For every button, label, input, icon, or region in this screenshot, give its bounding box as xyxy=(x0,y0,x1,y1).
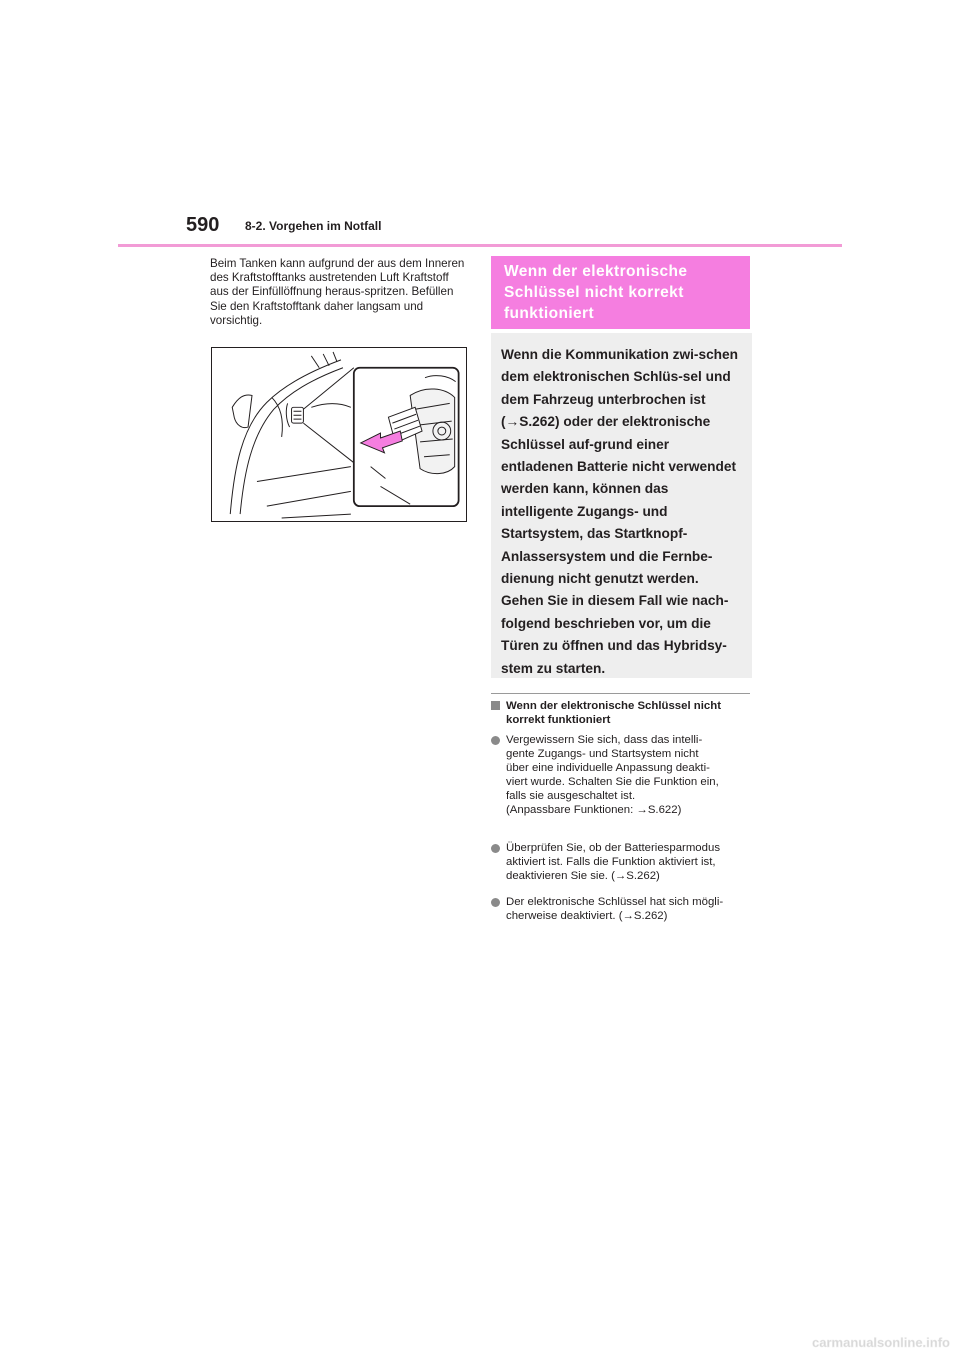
callout-body-box xyxy=(491,333,752,678)
note-bullet-2 xyxy=(491,841,753,883)
page-number: 590 xyxy=(186,214,220,236)
watermark-logo xyxy=(792,1330,952,1354)
note-bullet-text: Der elektronische Schlüssel hat sich mögli- cherweise deaktiviert. (→S.262) xyxy=(506,896,724,923)
fuel-filler-illustration xyxy=(211,347,467,522)
note-bullet-text: Vergewissern Sie sich, dass das intelli- gente Zugangs- und Startsystem nicht über eine individuelle Anpassung deakti- viert wurde. Schalten Sie die Funktion ein, falls sie ausgeschaltet ist. (Anpassbare Funktionen: →S.622) xyxy=(506,734,719,817)
circle-bullet-icon xyxy=(491,844,500,853)
note-bullet-3 xyxy=(491,895,753,923)
section-title: 8-2. Vorgehen im Notfall xyxy=(245,219,382,233)
circle-bullet-icon xyxy=(491,898,500,907)
callout-title: Wenn der elektronische Schlüssel nicht korrekt funktioniert xyxy=(504,263,688,322)
notes-heading-text: Wenn der elektronische Schlüssel nicht korrekt funktioniert xyxy=(506,700,722,726)
callout-title-box xyxy=(491,256,750,329)
svg-text:carmanualsonline.info: carmanualsonline.info xyxy=(812,1335,950,1350)
header-rule xyxy=(118,244,842,247)
fuel-filler-drawing xyxy=(212,348,466,521)
circle-bullet-icon xyxy=(491,736,500,745)
square-bullet-icon xyxy=(491,701,500,710)
callout-body: Wenn die Kommunikation zwi-schen dem elektronischen Schlüs-sel und dem Fahrzeug unterbrochen ist (→S.262) oder der elektronische Schlüssel auf-grund einer entladenen Batterie nicht verwendet werden kann, können das intelligente Zugangs- und Startsystem, das Startknopf-Anlassersystem und die Fernbe-dienung nicht genutzt werden. Gehen Sie in diesem Fall wie nach-folgend beschrieben vor, um die Türen zu öffnen und das Hybridsy-stem zu starten. xyxy=(501,347,739,676)
notes-heading xyxy=(491,699,756,727)
note-bullet-1 xyxy=(491,733,753,818)
notes-divider xyxy=(491,693,750,694)
refuel-warning-text: Beim Tanken kann aufgrund der aus dem Inneren des Kraftstofftanks austretenden Luft Kraftstoff aus der Einfüllöffnung heraus-spritzen. Befüllen Sie den Kraftstofftank daher langsam und vorsichtig. xyxy=(210,257,465,327)
note-bullet-text: Überprüfen Sie, ob der Batteriesparmodus aktiviert ist. Falls die Funktion aktiviert ist, deaktivieren Sie sie. (→S.262) xyxy=(506,842,721,883)
